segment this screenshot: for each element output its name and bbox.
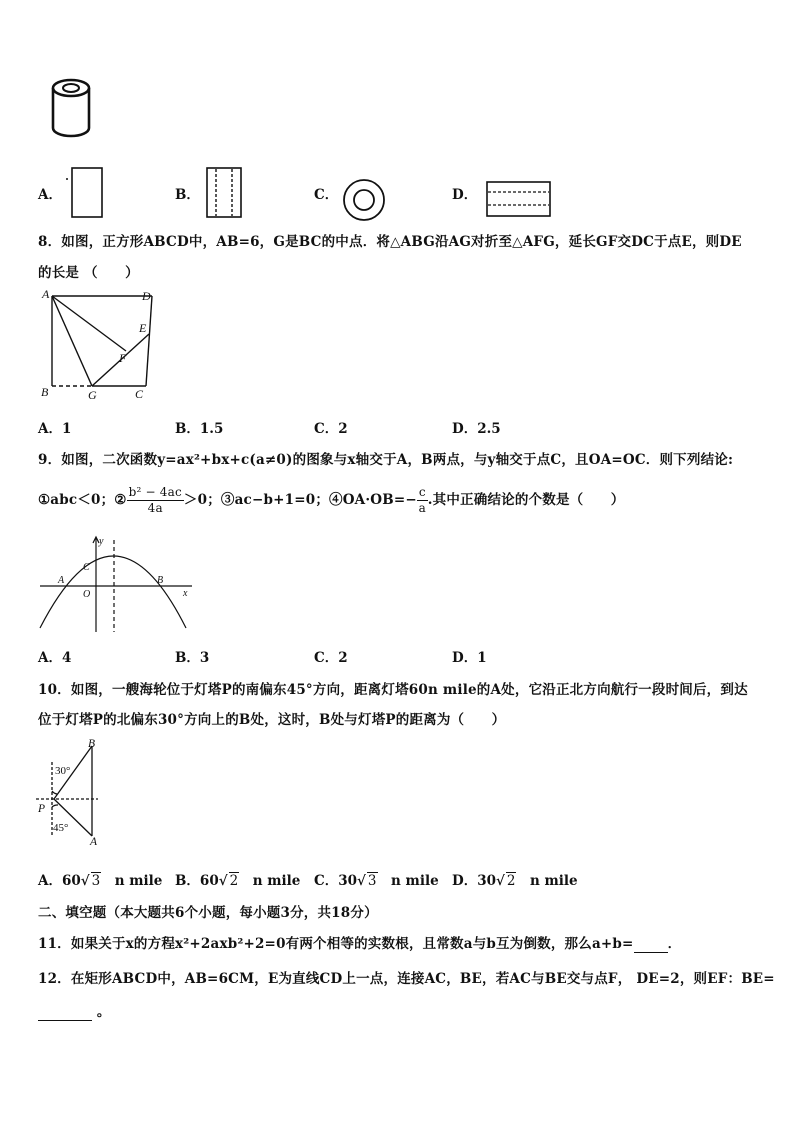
q7-option-a-figure — [64, 165, 108, 221]
q9-label-b: B — [157, 575, 164, 586]
hollow-cylinder-figure — [46, 76, 96, 142]
q8-label-d: D — [142, 289, 151, 303]
q8-square-figure — [36, 286, 160, 404]
q9-fraction-2: $\frac{\text{b² − 4ac}}{4a}$ — [128, 485, 182, 515]
q8-stem-line1: 8．如图，正方形ABCD中，AB=6，G是BC的中点．将△ABG沿AG对折至△AFG，延长GF交DC于点E，则DE — [38, 234, 742, 250]
q8-option-b: B．1.5 — [175, 421, 224, 437]
q11-answer-blank[interactable] — [634, 936, 668, 953]
q10-lighthouse-figure — [34, 736, 108, 848]
q8-label-c: C — [135, 387, 144, 401]
q9-parabola-figure — [36, 534, 196, 634]
q10-angle-45: 45° — [53, 822, 69, 834]
q10-label-p: P — [38, 803, 46, 815]
q8-label-e: E — [139, 321, 147, 335]
q9-label-c: C — [83, 562, 90, 573]
q10-option-b: B．60√ 2 n mile — [175, 873, 301, 889]
q9-option-a: A．4 — [38, 650, 72, 666]
q7-option-a-label: A． — [38, 187, 62, 203]
q10-label-b: B — [88, 738, 96, 750]
q9-option-c: C．2 — [314, 650, 348, 666]
q10-stem-line2: 位于灯塔P的北偏东30°方向上的B处，这时，B处与灯塔P的距离为（ ） — [38, 712, 506, 728]
q7-option-d-label: D． — [452, 187, 478, 203]
q9-option-b: B．3 — [175, 650, 210, 666]
section2-heading: 二、填空题（本大题共6个小题，每小题3分，共18分） — [38, 905, 378, 921]
q10-stem-line1: 10．如图，一艘海轮位于灯塔P的南偏东45°方向，距离灯塔60n mile的A处，它沿正北方向航行一段时间后，到达 — [38, 682, 748, 698]
q9-conclusions: ①abc＜0；② $\frac{\text{b² − 4ac}}{4a}$ ＞0；③ac−b+1=0；④OA·OB=− $\frac{c}{a}$ .其中正确结论的个数是（ ） — [38, 485, 625, 515]
q7-option-d-figure — [484, 179, 556, 221]
q7-option-b-figure — [204, 165, 246, 221]
q8-option-c: C．2 — [314, 421, 348, 437]
q9-label-x: x — [183, 588, 188, 599]
q9-fraction-4: $\frac{c}{a}$ — [418, 485, 426, 515]
q8-option-a: A．1 — [38, 421, 72, 437]
q10-option-d: D．30√ 2 n mile — [452, 873, 578, 889]
q9-label-y: y — [99, 536, 104, 547]
q12-line1: 12．在矩形ABCD中，AB=6CM，E为直线CD上一点，连接AC，BE，若AC与BE交与点F， DE=2，则EF：BE= — [38, 971, 775, 987]
q8-stem-line2: 的长是 （ ） — [38, 265, 139, 281]
q12-answer-blank[interactable] — [38, 1004, 92, 1021]
q9-option-d: D．1 — [452, 650, 487, 666]
q10-label-a: A — [90, 836, 98, 848]
q7-option-c-label: C． — [314, 187, 339, 203]
q8-label-g: G — [88, 388, 97, 402]
q9-label-o: O — [83, 589, 91, 600]
q7-option-c-figure — [340, 176, 388, 224]
q9-stem-line1: 9．如图，二次函数y=ax²+bx+c(a≠0)的图象与x轴交于A，B两点，与y轴交于点C，且OA=OC．则下列结论: — [38, 452, 734, 468]
q9-label-a: A — [58, 575, 65, 586]
q8-label-b: B — [41, 385, 49, 399]
q10-option-a: A．60√ 3 n mile — [38, 873, 163, 889]
q11-text: 11．如果关于x的方程x²+2axb²+2=0有两个相等的实数根，且常数a与b互为倒数，那么a+b= ． — [38, 936, 682, 952]
q8-label-f: F — [119, 351, 127, 365]
q7-option-b-label: B． — [175, 187, 200, 203]
q10-angle-30: 30° — [55, 765, 71, 777]
q8-label-a: A — [42, 287, 50, 301]
q8-option-d: D．2.5 — [452, 421, 501, 437]
q12-line2: 。 — [38, 1000, 111, 1021]
q10-option-c: C．30√ 3 n mile — [314, 873, 439, 889]
